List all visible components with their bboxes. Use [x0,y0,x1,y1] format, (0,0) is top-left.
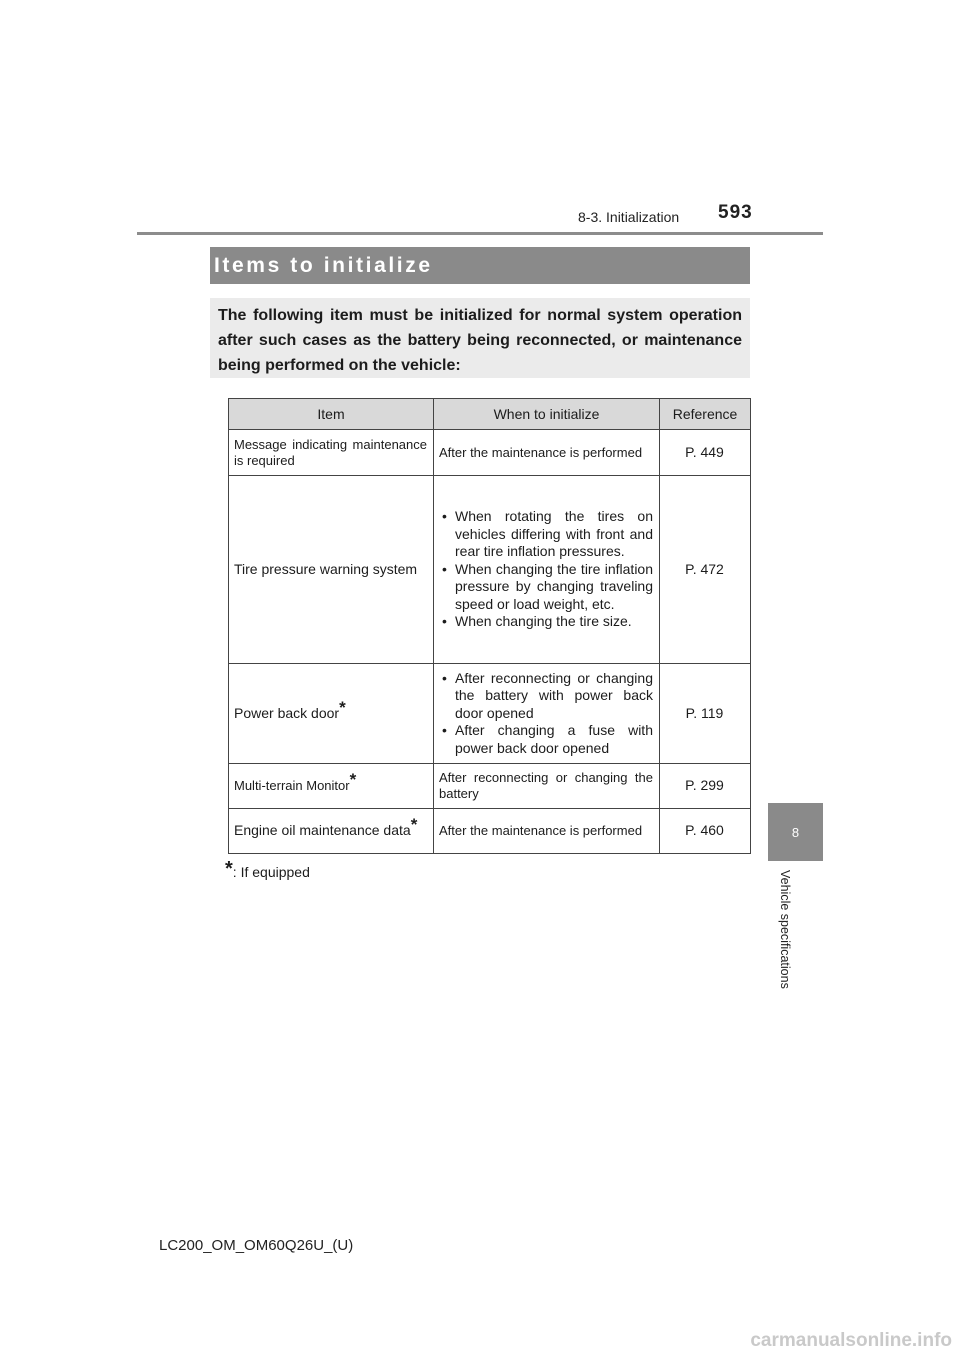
footnote [225,858,310,881]
column-header-reference: Reference [660,399,751,430]
table-row [229,476,751,664]
footnote-text: : If equipped [232,864,310,880]
reference-text: P. 119 [685,704,724,721]
chapter-number: 8 [791,824,800,840]
table-header-row [229,399,751,430]
item-cell [229,664,434,764]
footnote-star: * [410,815,418,835]
intro-box [210,298,750,378]
table-row [229,664,751,764]
footnote-star: * [339,697,346,717]
item-cell [229,809,434,854]
reference-cell [660,430,751,476]
when-bullet-list [439,508,653,631]
section-title-bar [210,247,750,284]
section-label: 8-3. Initialization [578,209,680,225]
reference-text: P. 449 [685,443,724,460]
reference-cell [660,809,751,854]
page-number: 593 [718,202,753,223]
item-cell [229,430,434,476]
chapter-label: Vehicle specifications [778,870,792,989]
chapter-tab [768,803,823,861]
item-text: Engine oil maintenance data [234,822,411,839]
item-text: Multi-terrain Monitor [234,778,350,793]
when-text: After reconnecting or changing the battery [439,770,653,801]
reference-cell [660,664,751,764]
when-cell [434,430,660,476]
footnote-star: * [225,858,233,880]
when-cell [434,809,660,854]
item-text: Message indicating maintenance is required [234,436,427,468]
list-item: • When rotating the tires on vehicles differing with front and rear tire inflation pressures. [439,508,653,561]
reference-text: P. 299 [685,777,724,794]
item-text: Tire pressure warning system [234,560,418,577]
reference-cell [660,764,751,809]
reference-text: P. 460 [685,822,724,839]
initialize-table [228,398,751,854]
reference-cell [660,476,751,664]
list-item: • After reconnecting or changing the battery with power back door opened [439,670,653,723]
table-row [229,809,751,854]
item-cell [229,476,434,664]
item-cell [229,764,434,809]
intro-text: The following item must be initialized for normal system operation after such cases as the battery being reconnected, or maintenance being performed on the vehicle: [218,307,742,374]
footnote-star: * [349,770,357,789]
when-text: After the maintenance is performed [439,823,643,838]
table-row [229,764,751,809]
list-item: • When changing the tire inflation pressure by changing traveling speed or load weight, etc. [439,561,653,614]
when-bullet-list [439,670,653,758]
list-item: • When changing the tire size. [439,613,653,631]
when-cell [434,764,660,809]
item-text: Power back door [234,704,340,721]
column-header-when: When to initialize [434,399,660,430]
when-cell [434,476,660,664]
table-row [229,430,751,476]
section-title: Items to initialize [214,254,433,277]
when-cell [434,664,660,764]
header-divider [137,232,823,235]
list-item: • After changing a fuse with power back door opened [439,722,653,757]
document-code: LC200_OM_OM60Q26U_(U) [159,1237,354,1254]
when-text: After the maintenance is performed [439,444,643,460]
watermark: carmanualsonline.info [750,1330,952,1351]
column-header-item: Item [229,399,434,430]
reference-text: P. 472 [685,560,724,577]
